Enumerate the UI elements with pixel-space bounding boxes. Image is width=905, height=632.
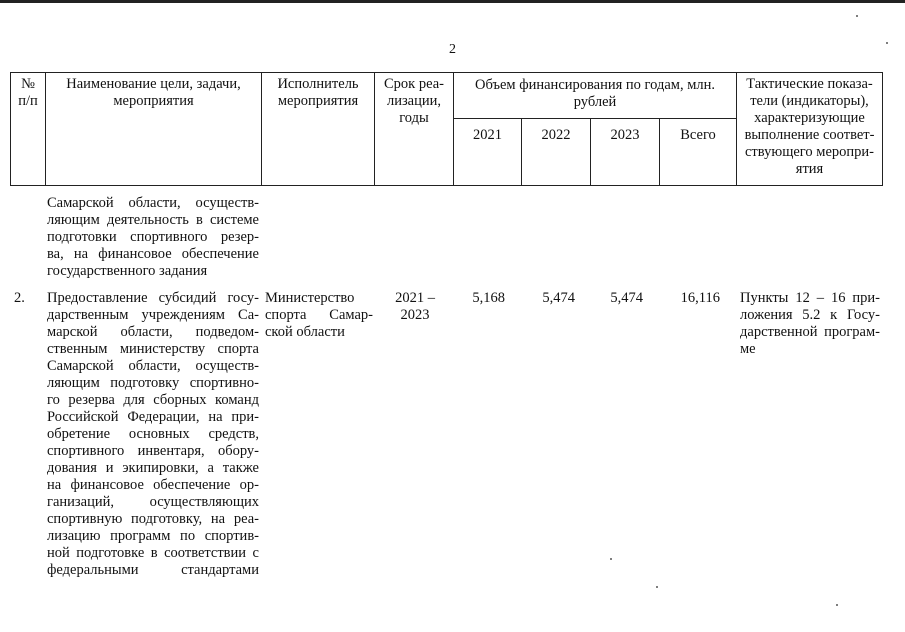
text-line: обретение основных средств, bbox=[47, 426, 259, 442]
text-line: Самарской области, осуществ- bbox=[47, 195, 259, 211]
text-line: на финансовое обеспечение ор- bbox=[47, 477, 259, 493]
text-line: ложения 5.2 к Госу- bbox=[740, 307, 880, 323]
row2-number: 2. bbox=[14, 290, 25, 306]
text-line: 2023 bbox=[400, 307, 430, 323]
text-line: государственного задания bbox=[47, 263, 208, 279]
header-col-executor: Исполнитель мероприятия bbox=[262, 73, 375, 186]
text-line: Пункты 12 – 16 при- bbox=[740, 290, 880, 306]
text-line: Российской Федерации, на при- bbox=[47, 409, 259, 425]
row2-value-total: 16,116 bbox=[680, 290, 720, 306]
text-line: спортивную подготовку, на реа- bbox=[47, 511, 259, 527]
continuation-text bbox=[47, 195, 259, 280]
header-col-2023: 2023 bbox=[591, 119, 660, 186]
text-line: ственным министерству спорта bbox=[47, 341, 259, 357]
row2-indicators bbox=[740, 290, 880, 358]
text-line: дарственной програм- bbox=[740, 324, 880, 340]
scan-speck bbox=[610, 558, 612, 560]
text-line: 2021 – bbox=[395, 290, 435, 306]
row2-value-2021: 5,168 bbox=[472, 290, 505, 306]
scan-speck bbox=[836, 604, 838, 606]
text-line: лизацию программ по спортив- bbox=[47, 528, 259, 544]
row2-executor bbox=[265, 290, 373, 341]
text-line: Министерство bbox=[265, 290, 355, 306]
text-line: ляющим подготовку спортивно- bbox=[47, 375, 259, 391]
text-line: го резерва для сборных команд bbox=[47, 392, 259, 408]
text-line: ляющим деятельность в системе bbox=[47, 212, 259, 228]
text-line: ной подготовке в соответствии с bbox=[47, 545, 259, 561]
header-col-2022: 2022 bbox=[522, 119, 591, 186]
text-line: спорта Самар- bbox=[265, 307, 373, 323]
text-line: ме bbox=[740, 341, 756, 357]
text-line: марской области, подведом- bbox=[47, 324, 259, 340]
text-line: ва, на финансовое обеспечение bbox=[47, 246, 259, 262]
table-header bbox=[10, 72, 883, 186]
row2-value-2023: 5,474 bbox=[610, 290, 643, 306]
header-col-indicators: Тактические показа-тели (индикаторы), характеризующие выполнение соответ-ствующего меропри-ятия bbox=[737, 73, 883, 186]
header-col-funding: Объем финансирования по годам, млн. рублей bbox=[454, 73, 737, 119]
page-number: 2 bbox=[449, 42, 456, 57]
row2-name bbox=[47, 290, 259, 579]
header-col-number: № п/п bbox=[11, 73, 46, 186]
text-line: дарственным учреждениям Са- bbox=[47, 307, 259, 323]
header-col-name: Наименование цели, задачи, мероприятия bbox=[46, 73, 262, 186]
text-line: Самарской области, осуществ- bbox=[47, 358, 259, 374]
header-col-term: Срок реа-лизации, годы bbox=[375, 73, 454, 186]
text-line: подготовки спортивного резер- bbox=[47, 229, 259, 245]
header-col-2021: 2021 bbox=[454, 119, 522, 186]
header-col-total: Всего bbox=[660, 119, 737, 186]
text-line: дования и экипировки, а также bbox=[47, 460, 259, 476]
row2-term bbox=[380, 290, 450, 324]
top-border-line bbox=[0, 0, 905, 3]
text-line: ганизаций, осуществляющих bbox=[47, 494, 259, 510]
row2-value-2022: 5,474 bbox=[542, 290, 575, 306]
text-line: спортивного инвентаря, обору- bbox=[47, 443, 259, 459]
text-line: Предоставление субсидий госу- bbox=[47, 290, 259, 306]
text-line: ской области bbox=[265, 324, 345, 340]
text-line: федеральными стандартами bbox=[47, 562, 259, 578]
scan-speck bbox=[856, 15, 858, 17]
scan-speck bbox=[656, 586, 658, 588]
